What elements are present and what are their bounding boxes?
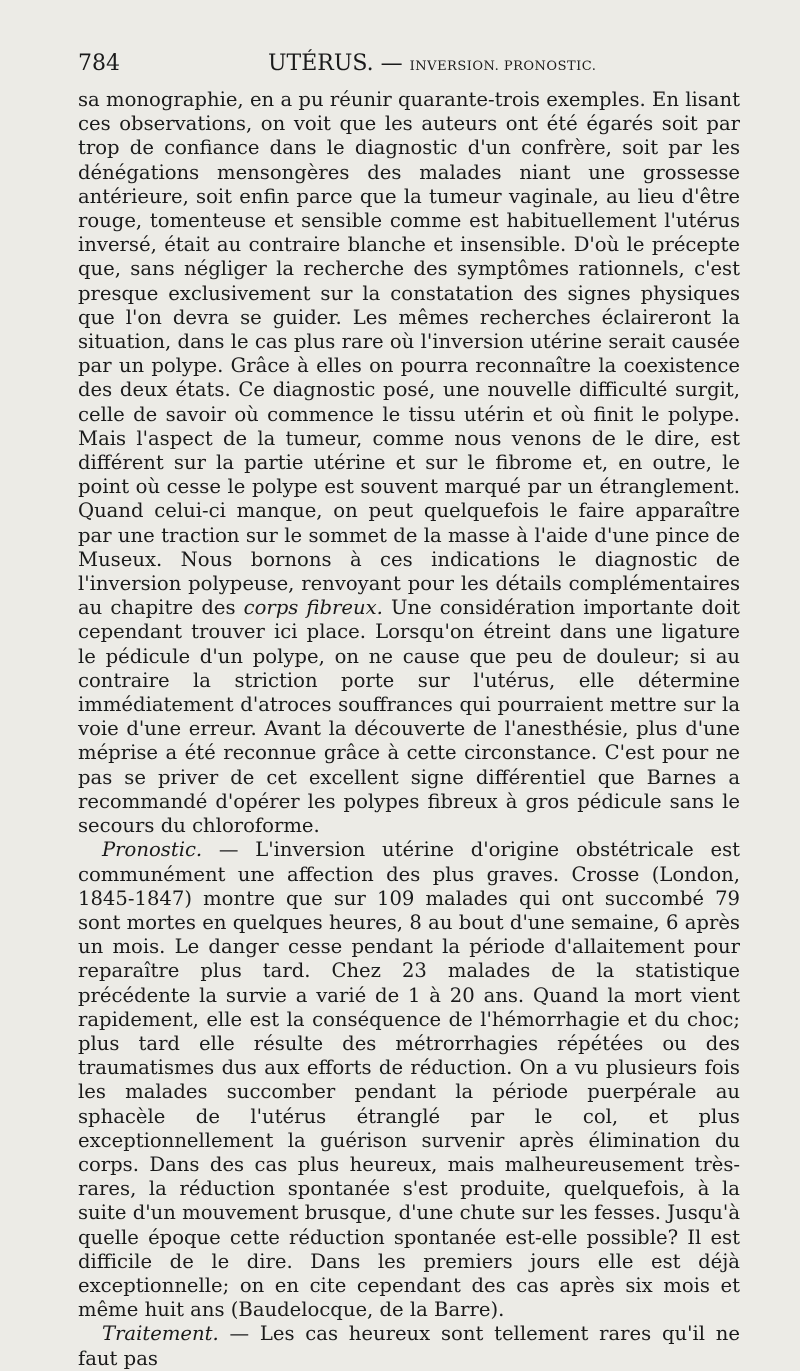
- running-head-title: UTÉRUS.: [268, 51, 374, 76]
- paragraph-traitement: [78, 1322, 740, 1370]
- paragraph-pronostic: [78, 838, 740, 1322]
- body-text: [78, 88, 740, 1371]
- running-head-separator: —: [380, 51, 403, 76]
- page-header: [78, 50, 743, 84]
- italic-reference: corps fibreux.: [243, 596, 383, 620]
- paragraph-diagnostic: [78, 88, 740, 838]
- paragraph-text: Une considération importante doit cependant trouver ici place. Lorsqu'on étreint dans une ligature le pédicule d'un polype, on ne cause que peu de douleur; si au contraire la striction porte sur l'utérus, elle détermine immédiatement d'atroces souffrances qui pourraient mettre sur la voie d'une erreur. Avant la découverte de l'anesthésie, plus d'une méprise a été reconnue grâce à cette circonstance. C'est pour ne pas se priver de cet excellent signe différentiel que Barnes a recommandé d'opérer les polypes fibreux à gros pédicule sans le secours du chloroforme.: [78, 596, 740, 838]
- running-head: [268, 50, 596, 81]
- section-heading-traitement: Traitement.: [102, 1322, 219, 1346]
- paragraph-text: sa monographie, en a pu réunir quarante-trois exemples. En lisant ces observations, on voit que les auteurs ont été égarés soit par trop de confiance dans le diagnostic d'un confrère, soit par les dénégations mensongères des malades niant une grossesse antérieure, soit enfin parce que la tumeur vaginale, au lieu d'être rouge, tomenteuse et sensible comme est habituellement l'utérus inversé, était au contraire blanche et insensible. D'où le précepte que, sans négliger la recherche des symptômes rationnels, c'est presque exclusivement sur la constatation des signes physiques que l'on devra se guider. Les mêmes recherches éclaireront la situation, dans le cas plus rare où l'inversion utérine serait causée par un polype. Grâce à elles on pourra reconnaître la coexistence des deux états. Ce diagnostic posé, une nouvelle difficulté surgit, celle de savoir où commence le tissu utérin et où finit le polype. Mais l'aspect de la tumeur, comme nous venons de le dire, est différent sur la partie utérine et sur le fibrome et, en outre, le point où cesse le polype est souvent marqué par un étranglement. Quand celui-ci manque, on peut quelquefois le faire apparaître par une traction sur le sommet de la masse à l'aide d'une pince de Museux. Nous bornons à ces indications le diagnostic de l'inversion polypeuse, renvoyant pour les détails complémentaires au chapitre des: [78, 88, 740, 620]
- page-number: 784: [78, 51, 120, 76]
- paragraph-text: — Les cas heureux sont tellement rares qu'il ne faut pas: [78, 1322, 740, 1370]
- section-heading-pronostic: Pronostic.: [102, 838, 203, 862]
- running-head-subtitle: INVERSION. PRONOSTIC.: [409, 59, 597, 74]
- paragraph-text: — L'inversion utérine d'origine obstétricale est communément une affection des plus graves. Crosse (London, 1845-1847) montre que sur 109 malades qui ont succombé 79 sont mortes en quelques heures, 8 au bout d'une semaine, 6 après un mois. Le danger cesse pendant la période d'allaitement pour reparaître plus tard. Chez 23 malades de la statistique précédente la survie a varié de 1 à 20 ans. Quand la mort vient rapidement, elle est la conséquence de l'hémorrhagie et du choc; plus tard elle résulte des métrorrhagies répétées ou des traumatismes dus aux efforts de réduction. On a vu plusieurs fois les malades succomber pendant la période puerpérale au sphacèle de l'utérus étranglé par le col, et plus exceptionnellement la guérison survenir après élimination du corps. Dans des cas plus heureux, mais malheureusement très-rares, la réduction spontanée s'est produite, quelquefois, à la suite d'un mouvement brusque, d'une chute sur les fesses. Jusqu'à quelle époque cette réduction spontanée est-elle possible? Il est difficile de le dire. Dans les premiers jours elle est déjà exceptionnelle; on en cite cependant des cas après six mois et même huit ans (Baudelocque, de la Barre).: [78, 838, 740, 1322]
